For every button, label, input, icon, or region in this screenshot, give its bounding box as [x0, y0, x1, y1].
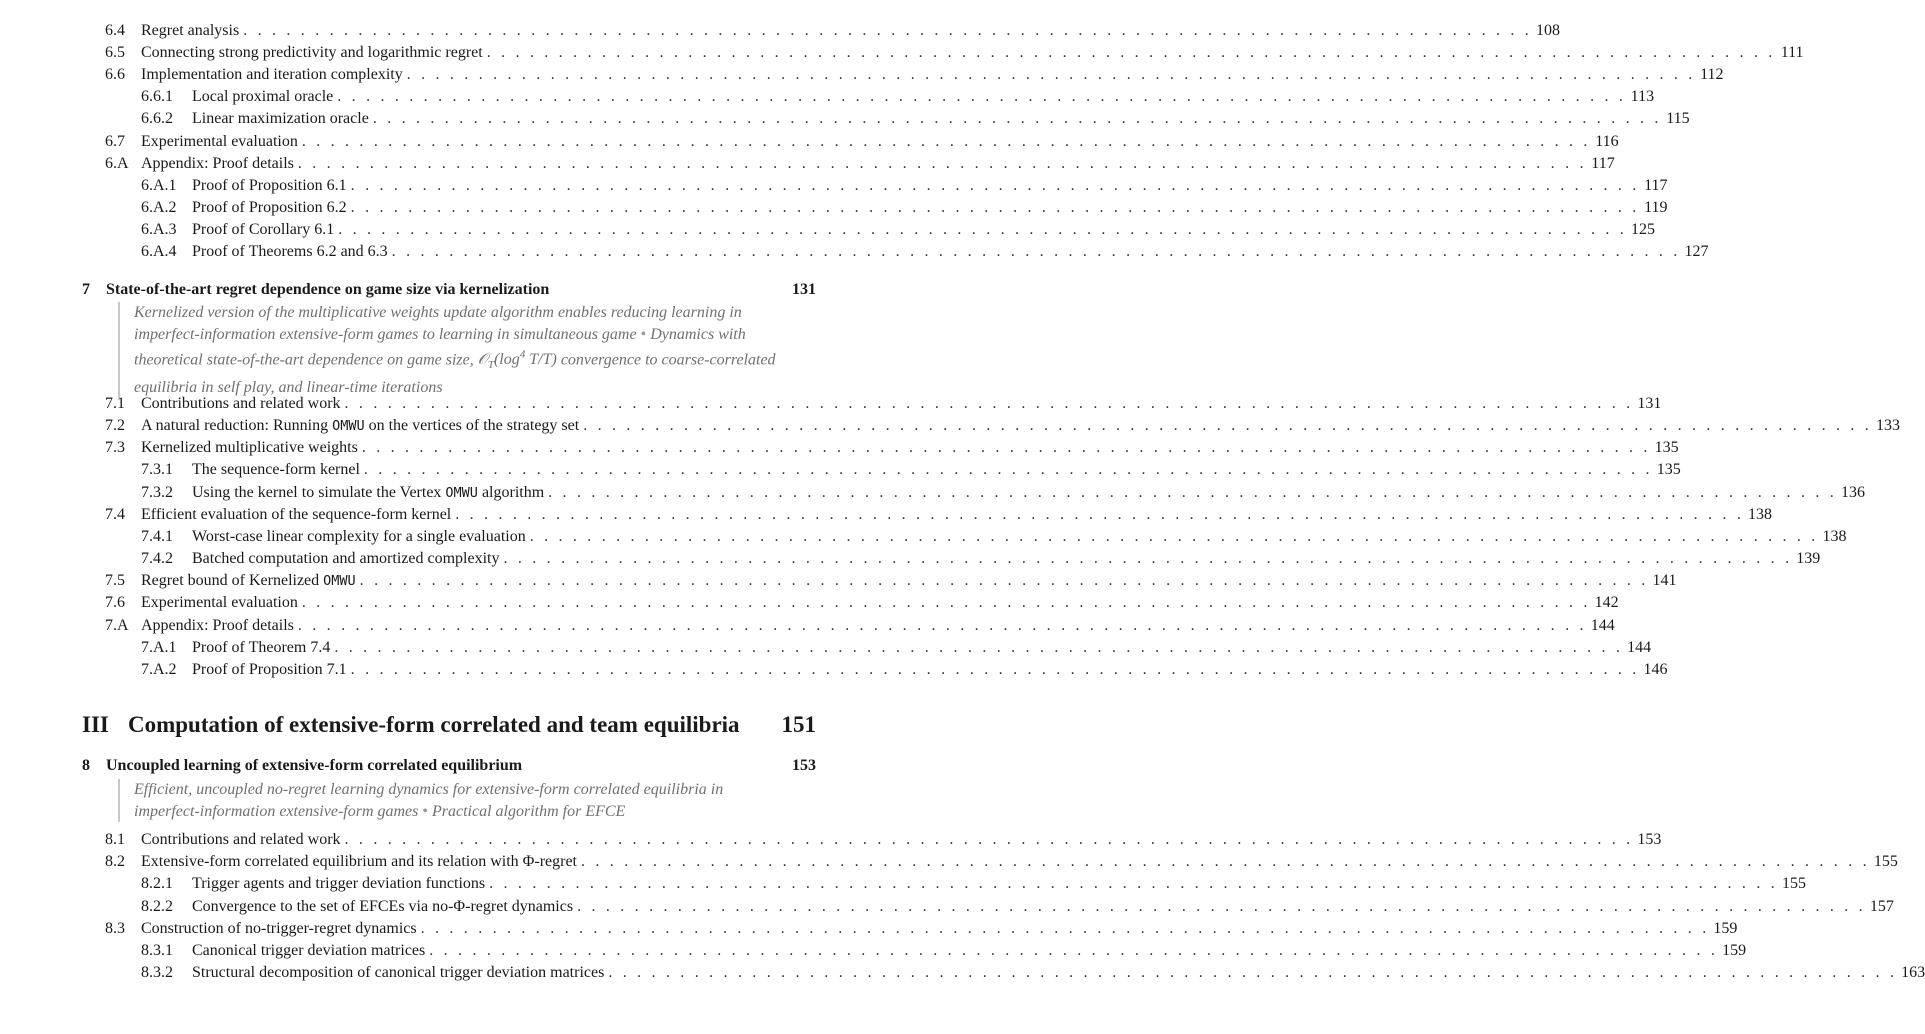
entry-number: 6.A.3 — [141, 220, 177, 238]
dot-leader: . . . . . . . . . . . . . . . . . . . . . . . . . . . . . . . . . . . . . . . . . . . . . . . . . . . . . . . . . . . . . . . . . . . . . . . . . . . . . . . . . . . . . . . . . . — [489, 875, 1778, 893]
toc-entry[interactable] — [105, 393, 1662, 415]
entry-title: Construction of no-trigger-regret dynamics — [141, 919, 417, 937]
entry-page: 138 — [1822, 527, 1847, 545]
dot-leader: . . . . . . . . . . . . . . . . . . . . . . . . . . . . . . . . . . . . . . . . . . . . . . . . . . . . . . . . . . . . . . . . . . . . . . . . . . . . . . . . . . . . . . . . . . — [361, 439, 1651, 457]
entry-page: 108 — [1536, 22, 1561, 39]
toc-entry[interactable] — [105, 504, 1773, 526]
entry-number: 6.6.1 — [141, 88, 173, 106]
entry-number: 7.6 — [105, 594, 125, 612]
entry-title: The sequence-form kernel — [192, 461, 360, 479]
entry-title: Proof of Proposition 6.2 — [192, 198, 347, 216]
entry-title: Proof of Proposition 6.1 — [192, 176, 347, 194]
entry-title: Structural decomposition of canonical trigger deviation matrices — [192, 964, 605, 982]
dot-leader: . . . . . . . . . . . . . . . . . . . . . . . . . . . . . . . . . . . . . . . . . . . . . . . . . . . . . . . . . . . . . . . . . . . . . . . . . . . . . . . . . . . . . . . . . . — [344, 395, 1634, 412]
dot-leader: . . . . . . . . . . . . . . . . . . . . . . . . . . . . . . . . . . . . . . . . . . . . . . . . . . . . . . . . . . . . . . . . . . . . . . . . . . . . . . . . . . . . . . . . . . — [391, 243, 1681, 260]
entry-title: Implementation and iteration complexity — [141, 66, 403, 84]
entry-page: 119 — [1644, 198, 1668, 216]
entry-number: 6.5 — [105, 44, 125, 62]
entry-title: Experimental evaluation — [141, 132, 298, 150]
dot-leader: . . . . . . . . . . . . . . . . . . . . . . . . . . . . . . . . . . . . . . . . . . . . . . . . . . . . . . . . . . . . . . . . . . . . . . . . . . . . . . . . . . . . . . . . . . — [429, 942, 1719, 959]
entry-number: 7.1 — [105, 395, 125, 412]
entry-title: Appendix: Proof details — [141, 154, 294, 172]
entry-page: 142 — [1594, 594, 1619, 612]
toc-entry[interactable] — [141, 526, 1847, 548]
toc-entry[interactable] — [105, 615, 1615, 637]
abstract-text: convergence to coarse-correlated equilibria in self play, and linear-time iterations — [134, 351, 776, 397]
dot-leader: . . . . . . . . . . . . . . . . . . . . . . . . . . . . . . . . . . . . . . . . . . . . . . . . . . . . . . . . . . . . . . . . . . . . . . . . . . . . . . . . . . . . . . . . . . — [455, 505, 1745, 523]
entry-number: 7.A.2 — [141, 660, 177, 678]
entry-title: Kernelized multiplicative weights — [141, 439, 358, 457]
entry-number: 7.4.1 — [141, 527, 173, 545]
toc-entry[interactable] — [105, 570, 1677, 592]
entry-number: 6.A.4 — [141, 243, 177, 260]
toc-entry[interactable] — [141, 219, 1656, 241]
toc-entry[interactable] — [105, 918, 1738, 940]
entry-page: 155 — [1781, 875, 1806, 893]
entry-page: 144 — [1627, 638, 1652, 656]
toc-entry[interactable] — [141, 108, 1690, 130]
toc-entry[interactable] — [105, 592, 1619, 614]
toc-entry[interactable] — [141, 962, 1925, 984]
toc-entry[interactable] — [105, 131, 1619, 153]
bullet-separator: • — [640, 325, 647, 343]
math-superscript: 4 — [519, 349, 526, 361]
entry-title-text: A natural reduction: Running — [141, 417, 333, 435]
part-page: 151 — [781, 712, 816, 737]
entry-page: 135 — [1654, 439, 1679, 457]
entry-title: Contributions and related work — [141, 831, 341, 848]
toc-entry[interactable] — [141, 482, 1865, 504]
entry-title: Efficient evaluation of the sequence-form kernel — [141, 505, 452, 523]
entry-page: 138 — [1748, 505, 1773, 523]
entry-number: 8.2.2 — [141, 897, 173, 915]
toc-entry[interactable] — [141, 241, 1709, 263]
chapter-page: 131 — [792, 281, 816, 298]
entry-title — [141, 415, 579, 437]
toc-entry[interactable] — [141, 548, 1821, 570]
dot-leader: . . . . . . . . . . . . . . . . . . . . . . . . . . . . . . . . . . . . . . . . . . . . . . . . . . . . . . . . . . . . . . . . . . . . . . . . . . . . . . . . . . . . . . . . . . — [486, 44, 1776, 62]
entry-number: 7.3 — [105, 439, 125, 457]
dot-leader: . . . . . . . . . . . . . . . . . . . . . . . . . . . . . . . . . . . . . . . . . . . . . . . . . . . . . . . . . . . . . . . . . . . . . . . . . . . . . . . . . . . . . . . . . . — [363, 461, 1653, 479]
entry-page: 139 — [1796, 550, 1821, 568]
abstract-text: Efficient, uncoupled no-regret learning dynamics for extensive-form correlated equilibria in imperfect-information extensive-form games — [134, 781, 724, 820]
entry-title: Regret analysis — [141, 22, 240, 39]
entry-page: 115 — [1666, 110, 1690, 128]
entry-page: 155 — [1873, 853, 1898, 871]
entry-number: 6.4 — [105, 22, 125, 39]
math-symbol: 𝒪 — [477, 351, 488, 369]
toc-entry[interactable] — [141, 873, 1806, 895]
entry-number: 8.2 — [105, 853, 125, 871]
toc-entry[interactable] — [105, 851, 1898, 873]
entry-title: Convergence to the set of EFCEs via no-Φ-regret dynamics — [192, 897, 574, 915]
entry-number: 6.A.1 — [141, 176, 177, 194]
entry-number: 6.A.2 — [141, 198, 177, 216]
toc-entry[interactable] — [141, 896, 1894, 918]
entry-number: 6.7 — [105, 132, 125, 150]
part-number: III — [82, 712, 109, 737]
dot-leader: . . . . . . . . . . . . . . . . . . . . . . . . . . . . . . . . . . . . . . . . . . . . . . . . . . . . . . . . . . . . . . . . . . . . . . . . . . . . . . . . . . . . . . . . . . — [297, 154, 1587, 172]
entry-number: 8.1 — [105, 831, 125, 848]
entry-number: 7.3.1 — [141, 461, 173, 479]
algorithm-name: OMWU — [445, 484, 478, 501]
chapter-page: 153 — [792, 757, 816, 774]
entry-number: 8.3.2 — [141, 964, 173, 982]
entry-number: 7.2 — [105, 417, 125, 435]
toc-entry[interactable] — [141, 86, 1655, 108]
entry-page: 111 — [1780, 44, 1804, 62]
entry-title: Local proximal oracle — [192, 88, 334, 106]
dot-leader: . . . . . . . . . . . . . . . . . . . . . . . . . . . . . . . . . . . . . . . . . . . . . . . . . . . . . . . . . . . . . . . . . . . . . . . . . . . . . . . . . . . . . . . . . . — [297, 616, 1587, 634]
entry-title-text: Using the kernel to simulate the Vertex — [192, 483, 446, 501]
chapter-number: 7 — [82, 281, 90, 298]
entry-title: Extensive-form correlated equilibrium and its relation with Φ-regret — [141, 853, 577, 871]
entry-title: Proof of Theorem 7.4 — [192, 638, 331, 656]
dot-leader: . . . . . . . . . . . . . . . . . . . . . . . . . . . . . . . . . . . . . . . . . . . . . . . . . . . . . . . . . . . . . . . . . . . . . . . . . . . . . . . . . . . . . . . . . . — [344, 831, 1634, 848]
toc-entry[interactable] — [105, 415, 1900, 437]
toc-entry[interactable] — [141, 459, 1681, 481]
entry-title-text: Regret bound of Kernelized — [141, 572, 324, 590]
entry-title: Linear maximization oracle — [192, 110, 369, 128]
entry-page: 157 — [1869, 897, 1894, 915]
dot-leader: . . . . . . . . . . . . . . . . . . . . . . . . . . . . . . . . . . . . . . . . . . . . . . . . . . . . . . . . . . . . . . . . . . . . . . . . . . . . . . . . . . . . . . . . . . — [337, 88, 1627, 106]
entry-title: Trigger agents and trigger deviation functions — [192, 875, 486, 893]
dot-leader: . . . . . . . . . . . . . . . . . . . . . . . . . . . . . . . . . . . . . . . . . . . . . . . . . . . . . . . . . . . . . . . . . . . . . . . . . . . . . . . . . . . . . . . . . . — [583, 417, 1872, 435]
entry-page: 113 — [1630, 88, 1655, 106]
dot-leader: . . . . . . . . . . . . . . . . . . . . . . . . . . . . . . . . . . . . . . . . . . . . . . . . . . . . . . . . . . . . . . . . . . . . . . . . . . . . . . . . . . . . . . . . . . — [608, 964, 1898, 982]
dot-leader: . . . . . . . . . . . . . . . . . . . . . . . . . . . . . . . . . . . . . . . . . . . . . . . . . . . . . . . . . . . . . . . . . . . . . . . . . . . . . . . . . . . . . . . . . . — [359, 572, 1649, 590]
entry-page: 125 — [1631, 220, 1656, 238]
entry-title — [192, 482, 544, 504]
part-title: Computation of extensive-form correlated and team equilibria — [128, 712, 740, 737]
entry-page: 133 — [1876, 417, 1900, 435]
toc-entry[interactable] — [105, 829, 1662, 851]
chapter-8-heading[interactable] — [82, 754, 816, 778]
chapter-title: Uncoupled learning of extensive-form correlated equilibrium — [106, 757, 523, 774]
entry-number: 8.3.1 — [141, 942, 173, 959]
entry-page: 141 — [1652, 572, 1677, 590]
dot-leader: . . . . . . . . . . . . . . . . . . . . . . . . . . . . . . . . . . . . . . . . . . . . . . . . . . . . . . . . . . . . . . . . . . . . . . . . . . . . . . . . . . . . . . . . . . — [350, 176, 1640, 194]
dot-leader: . . . . . . . . . . . . . . . . . . . . . . . . . . . . . . . . . . . . . . . . . . . . . . . . . . . . . . . . . . . . . . . . . . . . . . . . . . . . . . . . . . . . . . . . . . — [406, 66, 1696, 84]
algorithm-name: OMWU — [332, 418, 365, 435]
entry-title: Proof of Proposition 7.1 — [192, 660, 347, 678]
entry-number: 8.3 — [105, 919, 125, 937]
toc-entry[interactable] — [141, 197, 1668, 219]
toc-entry[interactable] — [105, 20, 1561, 42]
dot-leader: . . . . . . . . . . . . . . . . . . . . . . . . . . . . . . . . . . . . . . . . . . . . . . . . . . . . . . . . . . . . . . . . . . . . . . . . . . . . . . . . . . . . . . . . . . — [301, 594, 1591, 612]
entry-title: Connecting strong predictivity and logarithmic regret — [141, 44, 483, 62]
dot-leader: . . . . . . . . . . . . . . . . . . . . . . . . . . . . . . . . . . . . . . . . . . . . . . . . . . . . . . . . . . . . . . . . . . . . . . . . . . . . . . . . . . . . . . . . . . — [372, 110, 1662, 128]
dot-leader: . . . . . . . . . . . . . . . . . . . . . . . . . . . . . . . . . . . . . . . . . . . . . . . . . . . . . . . . . . . . . . . . . . . . . . . . . . . . . . . . . . . . . . . . . . — [243, 22, 1533, 39]
chapter-number: 8 — [82, 757, 90, 774]
dot-leader: . . . . . . . . . . . . . . . . . . . . . . . . . . . . . . . . . . . . . . . . . . . . . . . . . . . . . . . . . . . . . . . . . . . . . . . . . . . . . . . . . . . . . . . . . . — [529, 527, 1819, 545]
toc-entry[interactable] — [105, 64, 1724, 86]
entry-page: 127 — [1684, 243, 1709, 260]
entry-number: 6.6 — [105, 66, 125, 84]
entry-page: 136 — [1840, 483, 1865, 501]
entry-title: Canonical trigger deviation matrices — [192, 942, 426, 959]
chapter-8-abstract — [118, 779, 784, 822]
entry-page: 135 — [1656, 461, 1681, 479]
entry-page: 159 — [1713, 919, 1738, 937]
entry-page: 153 — [1637, 831, 1662, 848]
entry-number: 6.A — [105, 154, 129, 172]
entry-title: Worst-case linear complexity for a single evaluation — [192, 527, 526, 545]
toc-entry[interactable] — [105, 153, 1615, 175]
entry-title: Experimental evaluation — [141, 594, 298, 612]
entry-title: Contributions and related work — [141, 395, 341, 412]
abstract-text: Kernelized version of the multiplicative weights update algorithm enables reducing learning in imperfect-information extensive-form games to learning in simultaneous game — [134, 304, 742, 343]
entry-page: 163 — [1901, 964, 1925, 982]
toc-entry[interactable] — [105, 42, 1804, 64]
entry-page: 117 — [1644, 176, 1668, 194]
entry-title — [141, 570, 356, 592]
entry-number: 7.4.2 — [141, 550, 173, 568]
dot-leader: . . . . . . . . . . . . . . . . . . . . . . . . . . . . . . . . . . . . . . . . . . . . . . . . . . . . . . . . . . . . . . . . . . . . . . . . . . . . . . . . . . . . . . . . . . — [350, 660, 1640, 678]
toc-entry[interactable] — [141, 659, 1668, 681]
part-3-heading[interactable] — [82, 712, 816, 742]
dot-leader: . . . . . . . . . . . . . . . . . . . . . . . . . . . . . . . . . . . . . . . . . . . . . . . . . . . . . . . . . . . . . . . . . . . . . . . . . . . . . . . . . . . . . . . . . . — [350, 198, 1640, 216]
entry-number: 6.6.2 — [141, 110, 173, 128]
chapter-7-abstract — [118, 302, 784, 399]
dot-leader: . . . . . . . . . . . . . . . . . . . . . . . . . . . . . . . . . . . . . . . . . . . . . . . . . . . . . . . . . . . . . . . . . . . . . . . . . . . . . . . . . . . . . . . . . . — [577, 897, 1866, 915]
chapter-7-heading[interactable] — [82, 278, 816, 302]
entry-page: 159 — [1722, 942, 1747, 959]
entry-number: 8.2.1 — [141, 875, 173, 893]
math-text: T/T) — [525, 351, 557, 369]
dot-leader: . . . . . . . . . . . . . . . . . . . . . . . . . . . . . . . . . . . . . . . . . . . . . . . . . . . . . . . . . . . . . . . . . . . . . . . . . . . . . . . . . . . . . . . . . . — [420, 919, 1710, 937]
abstract-math — [477, 349, 557, 372]
dot-leader: . . . . . . . . . . . . . . . . . . . . . . . . . . . . . . . . . . . . . . . . . . . . . . . . . . . . . . . . . . . . . . . . . . . . . . . . . . . . . . . . . . . . . . . . . . — [503, 550, 1793, 568]
entry-title-text: on the vertices of the strategy set — [364, 417, 580, 435]
entry-number: 7.4 — [105, 505, 125, 523]
entry-number: 7.A.1 — [141, 638, 177, 656]
toc-entry[interactable] — [141, 175, 1668, 197]
toc-entry[interactable] — [141, 940, 1747, 962]
entry-number: 7.A — [105, 616, 129, 634]
chapter-title: State-of-the-art regret dependence on game size via kernelization — [106, 281, 550, 298]
dot-leader: . . . . . . . . . . . . . . . . . . . . . . . . . . . . . . . . . . . . . . . . . . . . . . . . . . . . . . . . . . . . . . . . . . . . . . . . . . . . . . . . . . . . . . . . . . — [334, 638, 1624, 656]
entry-page: 116 — [1595, 132, 1619, 150]
algorithm-name: OMWU — [323, 573, 356, 590]
bullet-separator: • — [422, 802, 428, 820]
entry-page: 146 — [1643, 660, 1668, 678]
abstract-text: Dynamics with theoretical state-of-the-art dependence on game size, — [134, 325, 746, 369]
toc-entry[interactable] — [105, 437, 1679, 459]
entry-number: 7.3.2 — [141, 483, 173, 501]
entry-page: 112 — [1700, 66, 1724, 84]
math-text: (log — [493, 351, 520, 369]
entry-title-text: algorithm — [477, 483, 545, 501]
entry-title: Appendix: Proof details — [141, 616, 294, 634]
entry-page: 131 — [1637, 395, 1662, 412]
dot-leader: . . . . . . . . . . . . . . . . . . . . . . . . . . . . . . . . . . . . . . . . . . . . . . . . . . . . . . . . . . . . . . . . . . . . . . . . . . . . . . . . . . . . . . . . . . — [548, 483, 1837, 501]
dot-leader: . . . . . . . . . . . . . . . . . . . . . . . . . . . . . . . . . . . . . . . . . . . . . . . . . . . . . . . . . . . . . . . . . . . . . . . . . . . . . . . . . . . . . . . . . . — [338, 220, 1628, 238]
dot-leader: . . . . . . . . . . . . . . . . . . . . . . . . . . . . . . . . . . . . . . . . . . . . . . . . . . . . . . . . . . . . . . . . . . . . . . . . . . . . . . . . . . . . . . . . . . — [301, 132, 1591, 150]
toc-entry[interactable] — [141, 637, 1652, 659]
entry-page: 117 — [1591, 154, 1615, 172]
math-subscript: T — [487, 359, 494, 372]
dot-leader: . . . . . . . . . . . . . . . . . . . . . . . . . . . . . . . . . . . . . . . . . . . . . . . . . . . . . . . . . . . . . . . . . . . . . . . . . . . . . . . . . . . . . . . . . . — [581, 853, 1870, 871]
entry-title: Batched computation and amortized complexity — [192, 550, 500, 568]
entry-title: Proof of Theorems 6.2 and 6.3 — [192, 243, 388, 260]
entry-title: Proof of Corollary 6.1 — [192, 220, 335, 238]
entry-number: 7.5 — [105, 572, 125, 590]
entry-page: 144 — [1590, 616, 1615, 634]
abstract-text: Practical algorithm for EFCE — [431, 802, 626, 820]
